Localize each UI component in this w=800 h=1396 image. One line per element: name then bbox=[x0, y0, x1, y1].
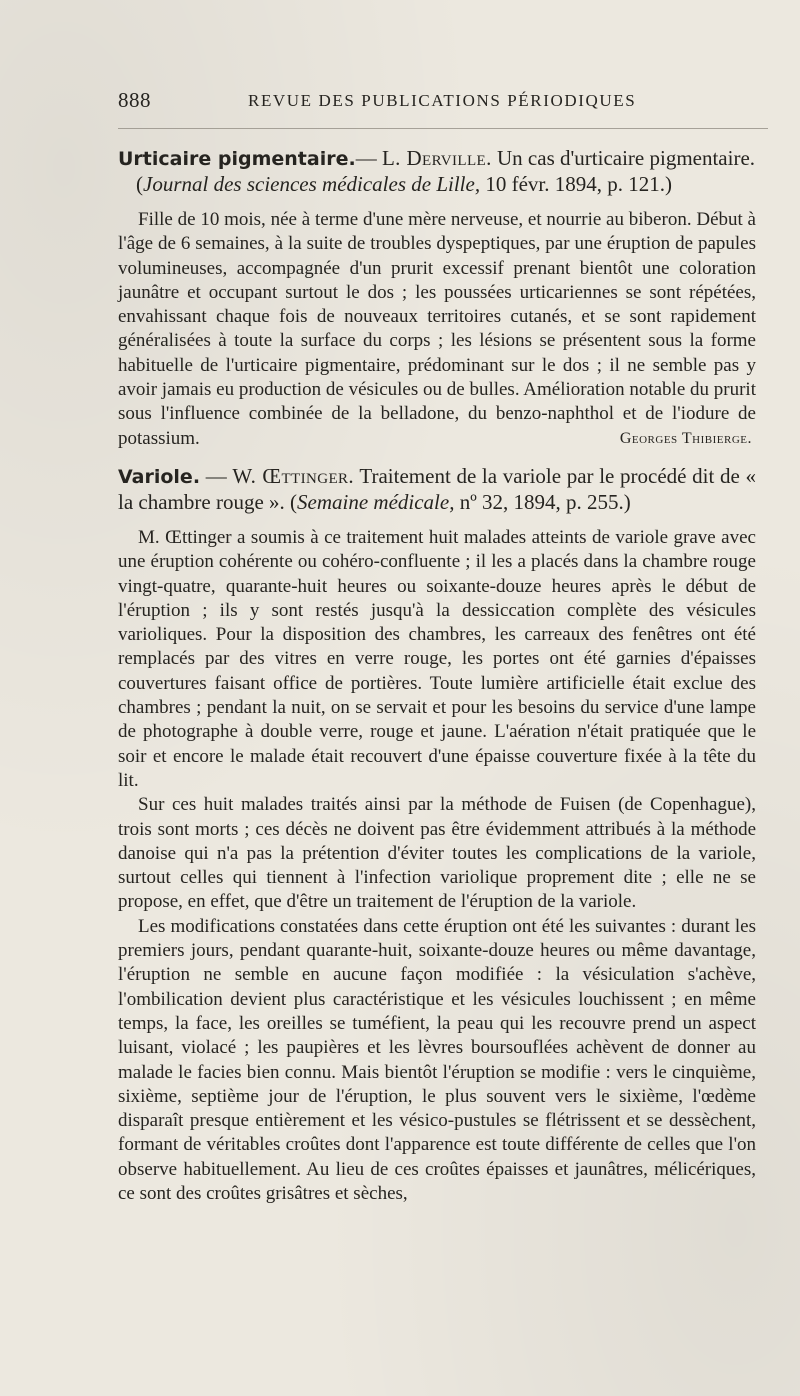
body-paragraph: Les modifications constatées dans cette éruption ont été les suivantes : durant les premiers jours, pendant quarante-huit, soixante-douze heures ou même davantage, l'éruption ne semble en aucune façon modifiée : la vésiculation s'achève, l'ombilication devient plus caractéristique et les vésicules louchissent ; en même temps, la face, les oreilles se tuméfient, la peau qui les recouvre prend un aspect luisant, violacé ; les paupières et les lèvres boursouflées achèvent de donner au malade le facies bien connu. Mais bientôt l'éruption se modifie : vers le cinquième, sixième, septième jour de l'éruption, le plus souvent vers le sixième, l'œdème disparaît presque entièrement et les vésico-pustules se flétrissent et se dessèchent, formant de véritables croûtes dont l'apparence est toute différente de celles que l'on observe habituellement. Au lieu de ces croûtes épaisses et jaunâtres, mélicériques, ce sont des croûtes grisâtres et sèches, bbox=[118, 915, 756, 1204]
author-signature: Georges Thibierge. bbox=[619, 429, 752, 447]
header-rule bbox=[118, 128, 768, 129]
citation-open: ( bbox=[290, 489, 298, 514]
article-heading bbox=[118, 464, 756, 515]
body-paragraph bbox=[118, 208, 756, 451]
author-name: L. Derville. bbox=[381, 146, 492, 170]
journal-title: Journal des sciences médicales de Lille, bbox=[143, 172, 481, 196]
paragraph-text: Fille de 10 mois, née à terme d'une mère nerveuse, et nourrie au biberon. Début à l'âge de 6 semaines, à la suite de troubles dyspeptiques, par une éruption de papules volumineuses, accompagnée d'un prurit excessif prenant bientôt une coloration jaunâtre et occupant surtout le dos ; les poussées urticariennes se sont répétées, envahissant chaque fois de nouveaux territoires cutanés, et se sont rapidement généralisées à toute la surface du corps ; les lésions se présentent sous la forme habituelle de l'urticaire pigmentaire, prédominant sur le dos ; il ne semble pas y avoir jamais eu production de vésicules ou de bulles. Amélioration notable du prurit sous l'influence combinée de la belladone, du benzo-naphthol et de l'iodure de potassium. bbox=[118, 209, 756, 449]
running-header bbox=[118, 88, 768, 116]
article-urticaire bbox=[118, 146, 756, 451]
citation bbox=[118, 172, 756, 197]
page-body bbox=[118, 146, 756, 1206]
citation-details: 10 févr. 1894, p. 121.) bbox=[485, 172, 672, 196]
heading-separator: — bbox=[205, 463, 227, 488]
author-name: W. Œttinger. bbox=[232, 463, 355, 488]
body-paragraph: Sur ces huit malades traités ainsi par la méthode de Fuisen (de Copenhague), trois sont morts ; ces décès ne doivent pas être évidemment attribués à la méthode danoise qui n'a pas la prétention d'éviter toutes les complications de la variole, surtout celles qui tiennent à l'infection variolique proprement dite ; elle ne se propose, en effet, que d'être un traitement de l'éruption de la variole. bbox=[118, 794, 756, 913]
article-variole bbox=[118, 464, 756, 1206]
citation-open: ( bbox=[136, 172, 143, 196]
page-number: 888 bbox=[118, 88, 151, 112]
body-paragraph: M. Œttinger a soumis à ce traitement huit malades atteints de variole grave avec une éruption cohérente ou cohéro-confluente ; il les a placés dans la chambre rouge vingt-quatre, quarante-huit heures ou soixante-douze heures après le début de l'éruption ; ils y sont restés jusqu'à la dessiccation complète des vésicules varioliques. Pour la disposition des chambres, les carreaux des fenêtres ont été remplacés par des vitres en verre rouge, les portes ont été garnies d'épaisses couvertures faisant office de portières. Toute lumière artificielle était exclue des chambres ; pendant la nuit, on se servait et pour les besoins du service d'une lampe de photographe à double verre, rouge et jaune. L'aération n'était pratiquée que le soir et encore le malade était recouvert d'une épaisse couverture fixée à la tête du lit. bbox=[118, 526, 756, 791]
running-title: REVUE DES PUBLICATIONS PÉRIODIQUES bbox=[248, 91, 637, 110]
section-title: Variole. bbox=[118, 465, 201, 488]
citation-details: nº 32, 1894, p. 255.) bbox=[459, 489, 631, 514]
section-title: Urticaire pigmentaire. bbox=[118, 148, 356, 170]
article-title: Traitement de la variole par le procédé dit de « la chambre rouge ». bbox=[118, 463, 757, 514]
journal-title: Semaine médicale, bbox=[297, 489, 455, 514]
article-heading bbox=[118, 146, 756, 197]
article-title: Un cas d'urticaire pigmentaire. bbox=[497, 146, 756, 170]
heading-separator: — bbox=[355, 146, 377, 170]
